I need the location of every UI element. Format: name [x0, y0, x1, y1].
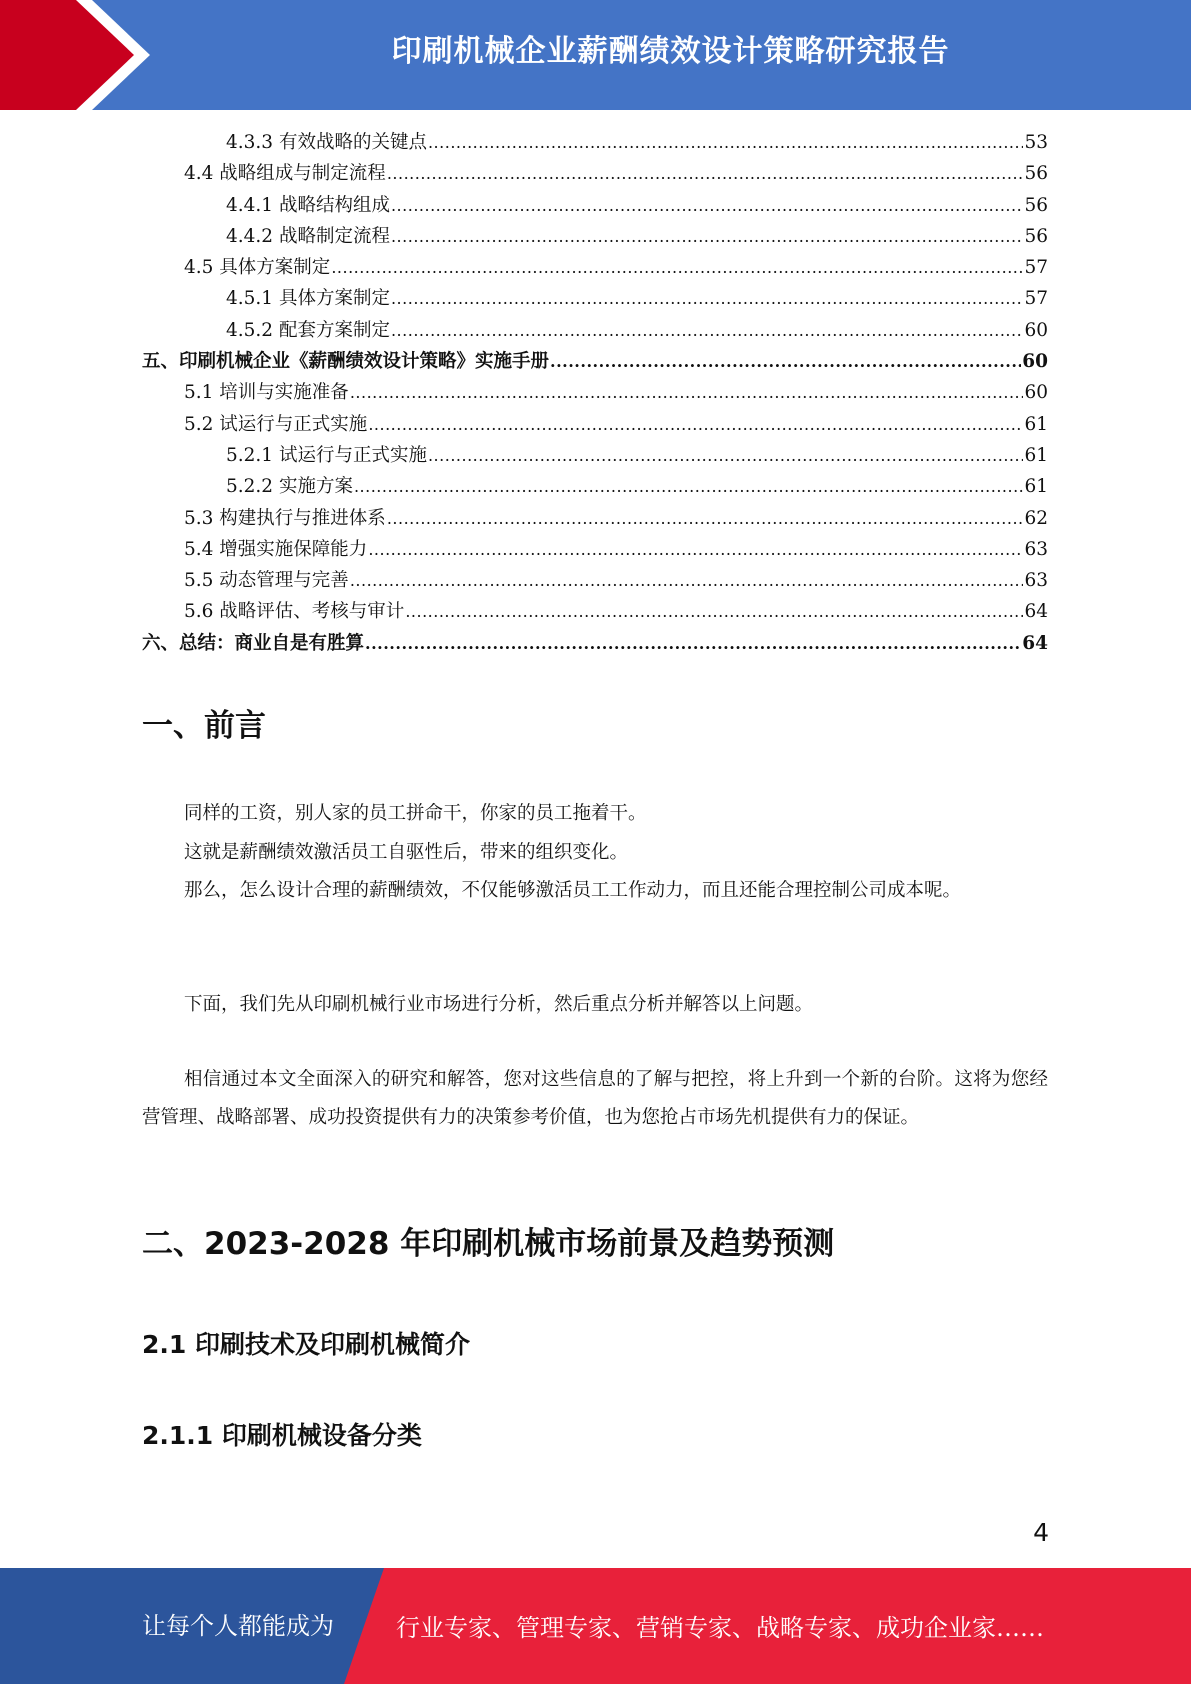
- toc-entry-page: 60: [1022, 351, 1048, 373]
- toc-entry-label: 5.2.1 试运行与正式实施: [226, 444, 427, 466]
- toc-entry-page: 60: [1024, 382, 1048, 404]
- toc-entry[interactable]: [142, 566, 1048, 597]
- toc-entry-label: 4.4.1 战略结构组成: [226, 194, 390, 216]
- page-footer: [0, 1568, 1191, 1684]
- toc-entry[interactable]: [142, 597, 1048, 628]
- toc-entry-page: 56: [1024, 225, 1048, 247]
- toc-dot-leader: [428, 446, 1023, 465]
- toc-dot-leader: [387, 164, 1024, 183]
- preface-paragraph-4: 下面，我们先从印刷机械行业市场进行分析，然后重点分析并解答以上问题。: [184, 994, 814, 1015]
- toc-dot-leader: [350, 571, 1024, 590]
- toc-entry-page: 53: [1024, 132, 1048, 153]
- toc-entry-label: 5.6 战略评估、考核与审计: [184, 601, 405, 623]
- toc-entry-label: 5.1 培训与实施准备: [184, 382, 349, 404]
- toc-dot-leader: [405, 602, 1023, 621]
- toc-dot-leader: [391, 227, 1023, 246]
- toc-dot-leader: [391, 321, 1023, 340]
- toc-entry-label: 5.2 试运行与正式实施: [184, 413, 368, 435]
- toc-dot-leader: [391, 196, 1023, 215]
- toc-entry[interactable]: [142, 222, 1048, 253]
- toc-entry[interactable]: [142, 378, 1048, 409]
- toc-dot-leader: [365, 634, 1021, 653]
- toc-entry[interactable]: [142, 284, 1048, 315]
- toc-entry[interactable]: [142, 191, 1048, 222]
- toc-entry-label: 5.4 增强实施保障能力: [184, 538, 368, 560]
- toc-entry-page: 63: [1024, 538, 1048, 560]
- toc-dot-leader: [550, 352, 1021, 371]
- toc-entry-page: 57: [1024, 257, 1048, 279]
- toc-entry[interactable]: [142, 410, 1048, 441]
- preface-paragraph-1: 同样的工资，别人家的员工拼命干，你家的员工拖着干。: [184, 803, 647, 824]
- toc-entry-page: 61: [1024, 444, 1048, 466]
- toc-entry-label: 4.5.1 具体方案制定: [226, 288, 390, 310]
- toc-entry-page: 61: [1024, 476, 1048, 498]
- section-heading-preface: 一、前言: [142, 708, 266, 744]
- toc-entry-label: 5.5 动态管理与完善: [184, 570, 349, 592]
- footer-slogan-left: 让每个人都能成为: [142, 1612, 334, 1640]
- preface-paragraph-5: 相信通过本文全面深入的研究和解答，您对这些信息的了解与把控，将上升到一个新的台阶。这将为您经营管理、战略部署、成功投资提供有力的决策参考价值，也为您抢占市场先机提供有力的保证。: [142, 1069, 1048, 1128]
- preface-paragraph-3: 那么，怎么设计合理的薪酬绩效，不仅能够激活员工工作动力，而且还能合理控制公司成本呢。: [184, 880, 962, 901]
- preface-paragraph-2: 这就是薪酬绩效激活员工自驱性后，带来的组织变化。: [184, 842, 629, 863]
- subsection-heading-2-1: 2.1 印刷技术及印刷机械简介: [142, 1330, 470, 1359]
- toc-entry[interactable]: [142, 629, 1048, 660]
- header-title: 印刷机械企业薪酬绩效设计策略研究报告: [391, 34, 950, 69]
- toc-dot-leader: [368, 540, 1023, 559]
- footer-slogan-right: 行业专家、管理专家、营销专家、战略专家、成功企业家……: [396, 1614, 1044, 1642]
- toc-entry[interactable]: [142, 316, 1048, 347]
- toc-entry-page: 56: [1024, 163, 1048, 185]
- toc-entry-page: 60: [1024, 319, 1048, 341]
- toc-entry-label: 5.3 构建执行与推进体系: [184, 507, 386, 529]
- toc-dot-leader: [387, 509, 1024, 528]
- toc-entry[interactable]: [142, 535, 1048, 566]
- toc-entry-page: 63: [1024, 570, 1048, 592]
- toc-entry-label: 五、印刷机械企业《薪酬绩效设计策略》实施手册: [142, 351, 550, 373]
- toc-entry[interactable]: [142, 347, 1048, 378]
- toc-entry-page: 64: [1024, 601, 1048, 623]
- toc-dot-leader: [391, 289, 1023, 308]
- page-header: [0, 0, 1191, 110]
- toc-entry-page: 62: [1024, 507, 1048, 529]
- toc-entry[interactable]: [142, 441, 1048, 472]
- table-of-contents: [142, 128, 1048, 660]
- toc-entry-page: 56: [1024, 194, 1048, 216]
- section-heading-market-forecast: 二、2023-2028 年印刷机械市场前景及趋势预测: [142, 1226, 835, 1262]
- toc-entry-page: 64: [1022, 632, 1048, 654]
- toc-entry[interactable]: [142, 504, 1048, 535]
- toc-entry-label: 5.2.2 实施方案: [226, 476, 353, 498]
- red-chevron-decoration: [0, 0, 160, 110]
- toc-entry[interactable]: [142, 253, 1048, 284]
- toc-entry[interactable]: [142, 472, 1048, 503]
- toc-entry-label: 六、总结：商业自是有胜算: [142, 632, 365, 654]
- toc-dot-leader: [368, 415, 1023, 434]
- page-number: 4: [1033, 1518, 1049, 1547]
- toc-entry-label: 4.4 战略组成与制定流程: [184, 163, 386, 185]
- toc-entry-label: 4.3.3 有效战略的关键点: [226, 132, 427, 153]
- toc-entry-page: 61: [1024, 413, 1048, 435]
- toc-entry-label: 4.4.2 战略制定流程: [226, 225, 390, 247]
- toc-dot-leader: [350, 383, 1024, 402]
- toc-entry-page: 57: [1024, 288, 1048, 310]
- subsection-heading-2-1-1: 2.1.1 印刷机械设备分类: [142, 1421, 422, 1450]
- toc-entry-label: 4.5 具体方案制定: [184, 257, 331, 279]
- toc-entry[interactable]: [142, 128, 1048, 159]
- toc-dot-leader: [354, 477, 1024, 496]
- toc-entry[interactable]: [142, 159, 1048, 190]
- toc-dot-leader: [331, 258, 1023, 277]
- toc-dot-leader: [428, 133, 1023, 152]
- toc-entry-label: 4.5.2 配套方案制定: [226, 319, 390, 341]
